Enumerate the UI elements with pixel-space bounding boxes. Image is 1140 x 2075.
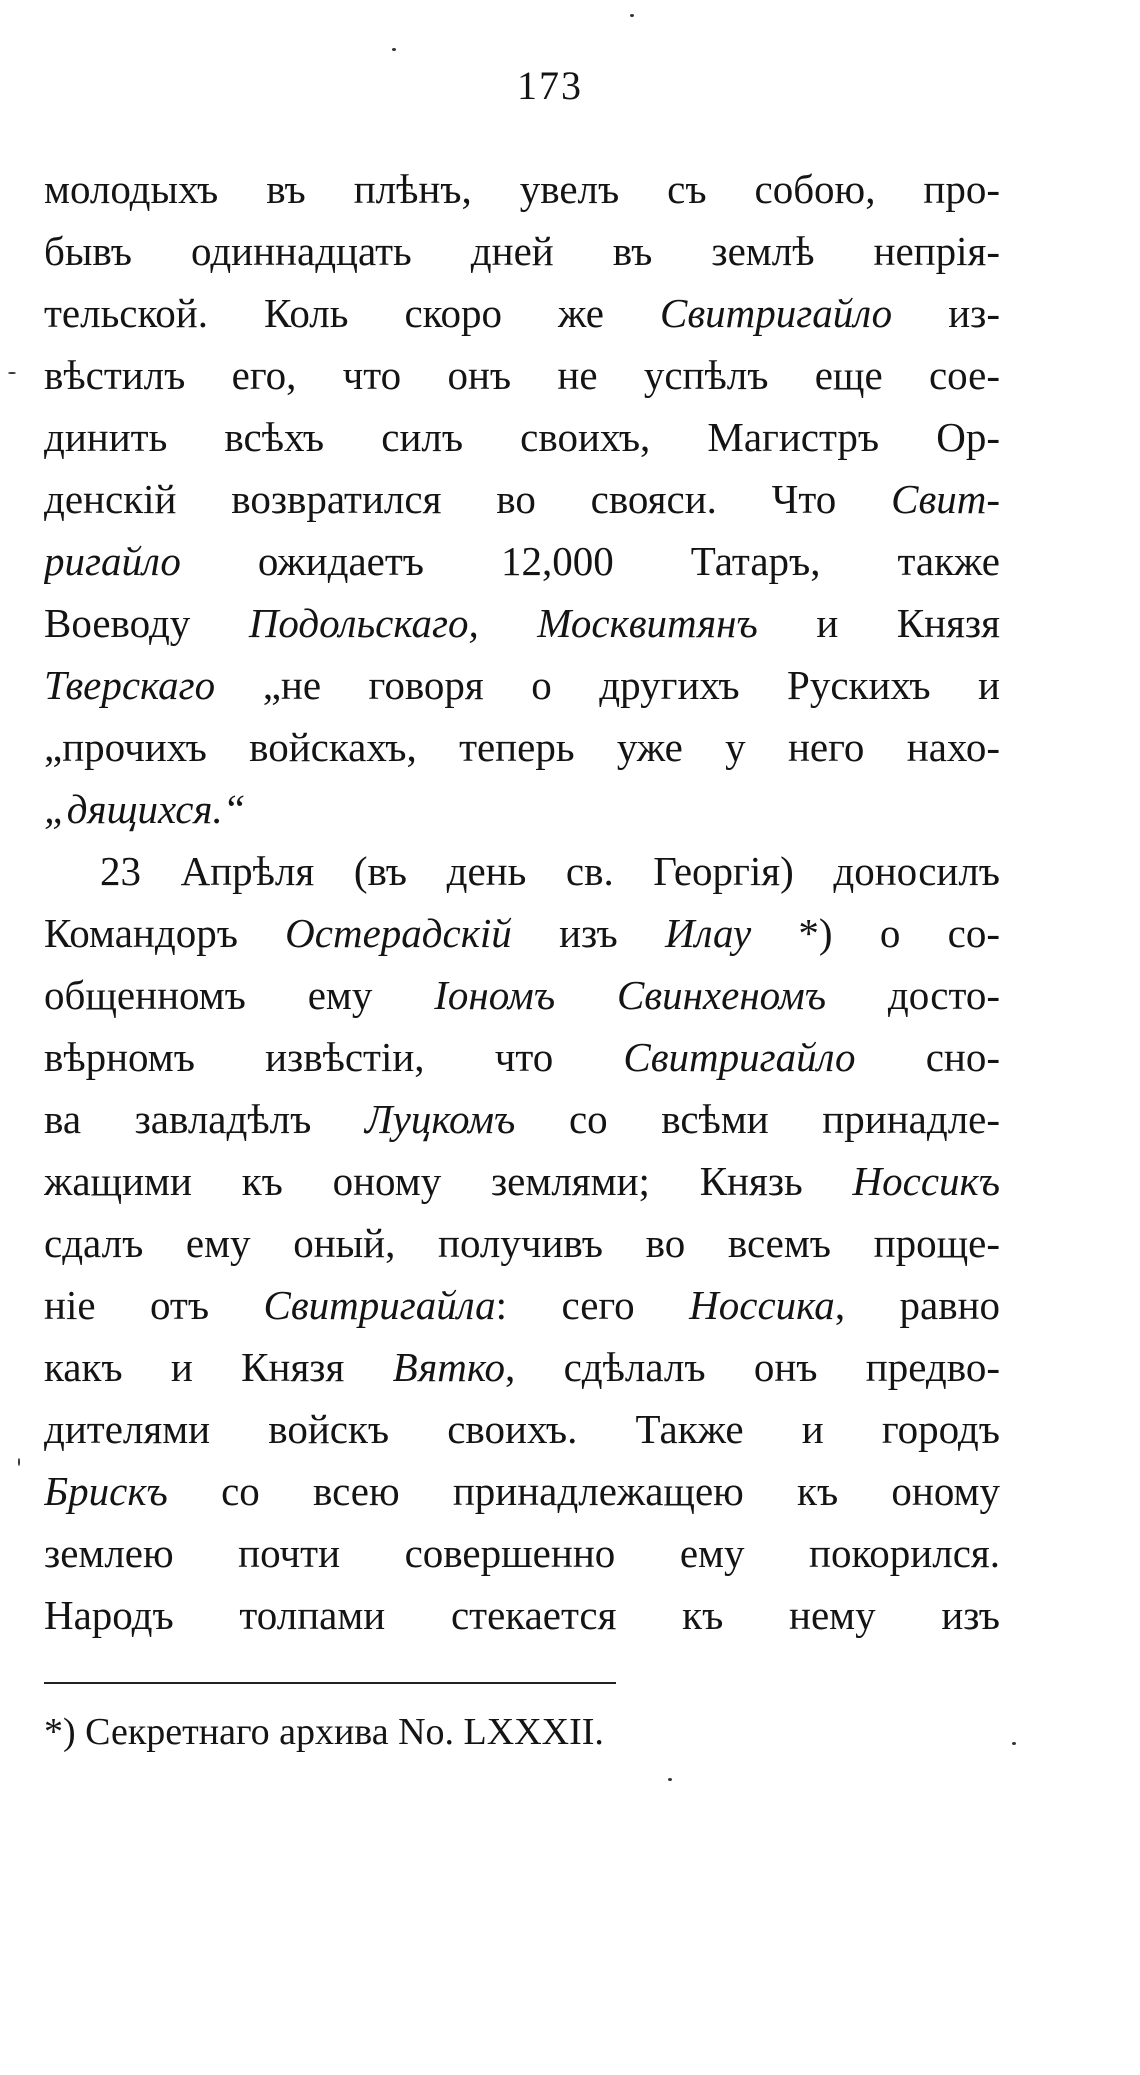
text-line: Народъ толпами стекается къ нему изъ [44, 1592, 1000, 1638]
italic-name: Носсикъ [852, 1158, 1000, 1204]
italic-name: Подольскаго, Москвитянъ [248, 600, 758, 646]
text-line: какъ и Князя Вятко, сдѣлалъ онъ предво- [44, 1344, 1000, 1390]
italic-name: Свит- [891, 476, 1000, 522]
footnote: *) Секретнаго архива No. LXXXII. [44, 1711, 604, 1753]
text-line: сдалъ ему оный, получивъ во всемъ проще- [44, 1220, 1000, 1266]
italic-name: Свитригайла [263, 1282, 496, 1328]
text-line: тельской. Коль скоро же Свитригайло из- [44, 290, 1000, 336]
text-line: 23 Апрѣля (въ день св. Георгія) доносилъ [100, 848, 1000, 894]
text-line: динить всѣхъ силъ своихъ, Магистръ Ор- [44, 414, 1000, 460]
text-line: ніе отъ Свитригайла: сего Носсика, равно [44, 1282, 1000, 1328]
text-line: землею почти совершенно ему покорился. [44, 1530, 1000, 1576]
print-speck [8, 372, 16, 374]
text-line: „прочихъ войскахъ, теперь уже у него нахо- [44, 724, 1000, 770]
page-number: 173 [517, 63, 583, 108]
text-line: Командоръ Остерадскій изъ Илау *) о со- [44, 910, 1000, 956]
text-line: молодыхъ въ плѣнъ, увелъ съ собою, про- [44, 166, 1000, 212]
print-speck [668, 1778, 672, 1781]
text-line: Тверскаго „не говоря о другихъ Рускихъ и [44, 662, 1000, 708]
text-line: „дящихся.“ [44, 786, 246, 832]
body-text [44, 158, 1000, 1646]
italic-name: Брискъ [44, 1468, 168, 1514]
italic-name: Іономъ Свинхеномъ [434, 972, 827, 1018]
text-line: вѣстилъ его, что онъ не успѣлъ еще сое- [44, 352, 1000, 398]
italic-name: Луцкомъ [364, 1096, 516, 1142]
text-line: вѣрномъ извѣстіи, что Свитригайло сно- [44, 1034, 1000, 1080]
italic-name: ригайло [44, 538, 181, 584]
text-line: ригайло ожидаетъ 12,000 Татаръ, также [44, 538, 1000, 584]
italic-name: Носсика [689, 1282, 835, 1328]
italic-name: Илау [665, 910, 752, 956]
text-line: общенномъ ему Іономъ Свинхеномъ досто- [44, 972, 1000, 1018]
text-line: денскій возвратился во свояси. Что Свит- [44, 476, 1000, 522]
italic-name: Вятко [392, 1344, 506, 1390]
print-speck [392, 48, 396, 51]
italic-name: Свитригайло [660, 290, 893, 336]
text-line: ва завладѣлъ Луцкомъ со всѣми принадле- [44, 1096, 1000, 1142]
text-line: жащими къ оному землями; Князь Носсикъ [44, 1158, 1000, 1204]
italic-name: Свитригайло [623, 1034, 856, 1080]
text-line: Воеводу Подольскаго, Москвитянъ и Князя [44, 600, 1000, 646]
text-line: Брискъ со всею принадлежащею къ оному [44, 1468, 1000, 1514]
print-speck [630, 14, 634, 17]
italic-name: Остерадскій [285, 910, 512, 956]
footnote-divider [44, 1682, 616, 1684]
text-line: дителями войскъ своихъ. Также и городъ [44, 1406, 1000, 1452]
print-speck [18, 1458, 20, 1466]
text-line: бывъ одиннадцать дней въ землѣ непрія- [44, 228, 1000, 274]
print-speck [1012, 1742, 1016, 1745]
italic-name: Тверскаго [44, 662, 216, 708]
